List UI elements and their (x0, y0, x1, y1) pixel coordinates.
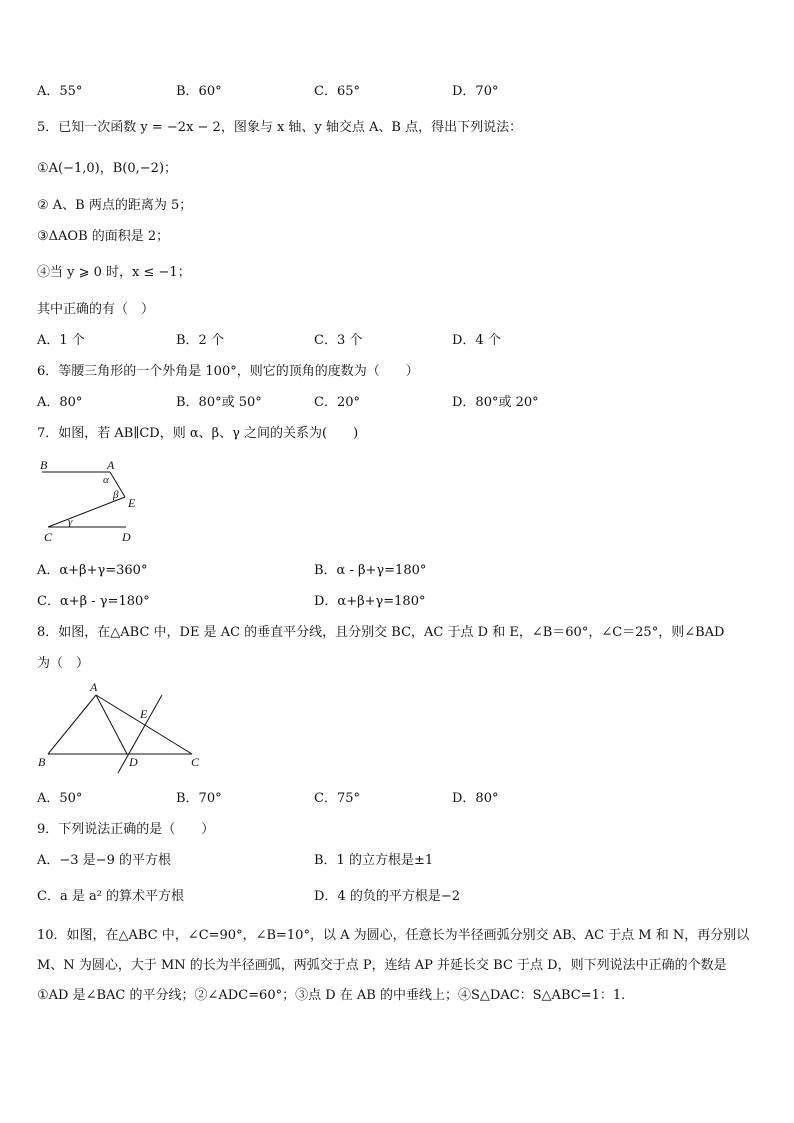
q7-figure (30, 455, 160, 547)
q10-line-1: 10．如图，在△ABC 中，∠C=90°，∠B=10°，以 A 为圆心，任意长为半径画弧分别交 AB、AC 于点 M 和 N，再分别以 (37, 928, 750, 943)
q7-label-a: A (107, 458, 115, 472)
q7-label-d: D (122, 530, 131, 544)
q7-label-beta: β (113, 489, 119, 501)
q8-option-d: D．80° (452, 791, 499, 806)
q7-option-c: C．α+β - γ=180° (37, 594, 150, 609)
q5-option-c: C．3 个 (314, 333, 363, 348)
q5-item-4: ④当 y ⩾ 0 时，x ≤ −1； (37, 265, 191, 280)
q8-label-d: D (129, 755, 138, 769)
q6-option-a: A．80° (37, 395, 83, 410)
q10-line-2: M、N 为圆心，大于 MN 的长为半径画弧，两弧交于点 P，连结 AP 并延长交 BC 于点 D，则下列说法中正确的个数是 (37, 958, 727, 973)
q8-option-a: A．50° (37, 791, 83, 806)
q7-label-gamma: γ (68, 516, 73, 528)
q5-stem: 5．已知一次函数 y = −2x − 2，图象与 x 轴、y 轴交点 A、B 点，得出下列说法： (37, 120, 523, 135)
q7-option-b: B．α - β+γ=180° (314, 563, 427, 578)
q7-label-c: C (44, 530, 53, 544)
q4-option-b: B．60° (176, 84, 222, 99)
q5-prompt: 其中正确的有（ ） (37, 302, 155, 317)
q6-option-c: C．20° (314, 395, 360, 410)
q7-label-e: E (128, 496, 136, 510)
q8-segment-ad (96, 695, 127, 754)
q6-option-d: D．80°或 20° (452, 395, 539, 410)
q5-item-3: ③ΔAOB 的面积是 2； (37, 229, 170, 244)
q10-line-3: ①AD 是∠BAC 的平分线；②∠ADC=60°；③点 D 在 AB 的中垂线上；④S△DAC：S△ABC=1：1. (37, 988, 626, 1003)
q8-stem-line-2: 为（ ） (37, 656, 90, 671)
q8-label-a: A (90, 680, 98, 694)
q7-option-d: D．α+β+γ=180° (314, 594, 426, 609)
q8-side-ab (48, 695, 96, 754)
q7-option-a: A．α+β+γ=360° (37, 563, 148, 578)
q7-stem: 7．如图，若 AB∥CD，则 α、β、γ 之间的关系为( ) (37, 426, 359, 441)
q4-option-d: D．70° (452, 84, 499, 99)
q6-stem: 6．等腰三角形的一个外角是 100°，则它的顶角的度数为（ ） (37, 364, 419, 379)
q7-label-alpha: α (103, 474, 109, 486)
q8-stem-line-1: 8．如图，在△ABC 中，DE 是 AC 的垂直平分线，且分别交 BC，AC 于点 D 和 E，∠B＝60°，∠C＝25°，则∠BAD (37, 625, 725, 640)
q7-line-ec (48, 497, 125, 527)
q4-option-c: C．65° (314, 84, 360, 99)
q8-figure (30, 678, 210, 778)
q8-option-c: C．75° (314, 791, 360, 806)
q5-item-1: ①A(−1,0)，B(0,−2)； (37, 161, 178, 176)
q5-option-a: A．1 个 (37, 333, 85, 348)
q8-option-b: B．70° (176, 791, 222, 806)
q8-label-b: B (38, 755, 46, 769)
q5-option-b: B．2 个 (176, 333, 224, 348)
q9-option-a: A．−3 是−9 的平方根 (37, 853, 171, 868)
q7-label-b: B (40, 458, 48, 472)
q8-side-ac (96, 695, 192, 754)
q8-label-c: C (191, 755, 200, 769)
q9-option-c: C．a 是 a² 的算术平方根 (37, 889, 185, 904)
q4-option-a: A．55° (37, 84, 83, 99)
q9-option-b: B．1 的立方根是±1 (314, 853, 434, 868)
q5-option-d: D．4 个 (452, 333, 501, 348)
q6-option-b: B．80°或 50° (176, 395, 262, 410)
q9-option-d: D．4 的负的平方根是−2 (314, 889, 460, 904)
q8-label-e: E (140, 707, 148, 721)
q5-item-2: ② A、B 两点的距离为 5； (37, 198, 193, 213)
q9-stem: 9．下列说法正确的是（ ） (37, 822, 215, 837)
